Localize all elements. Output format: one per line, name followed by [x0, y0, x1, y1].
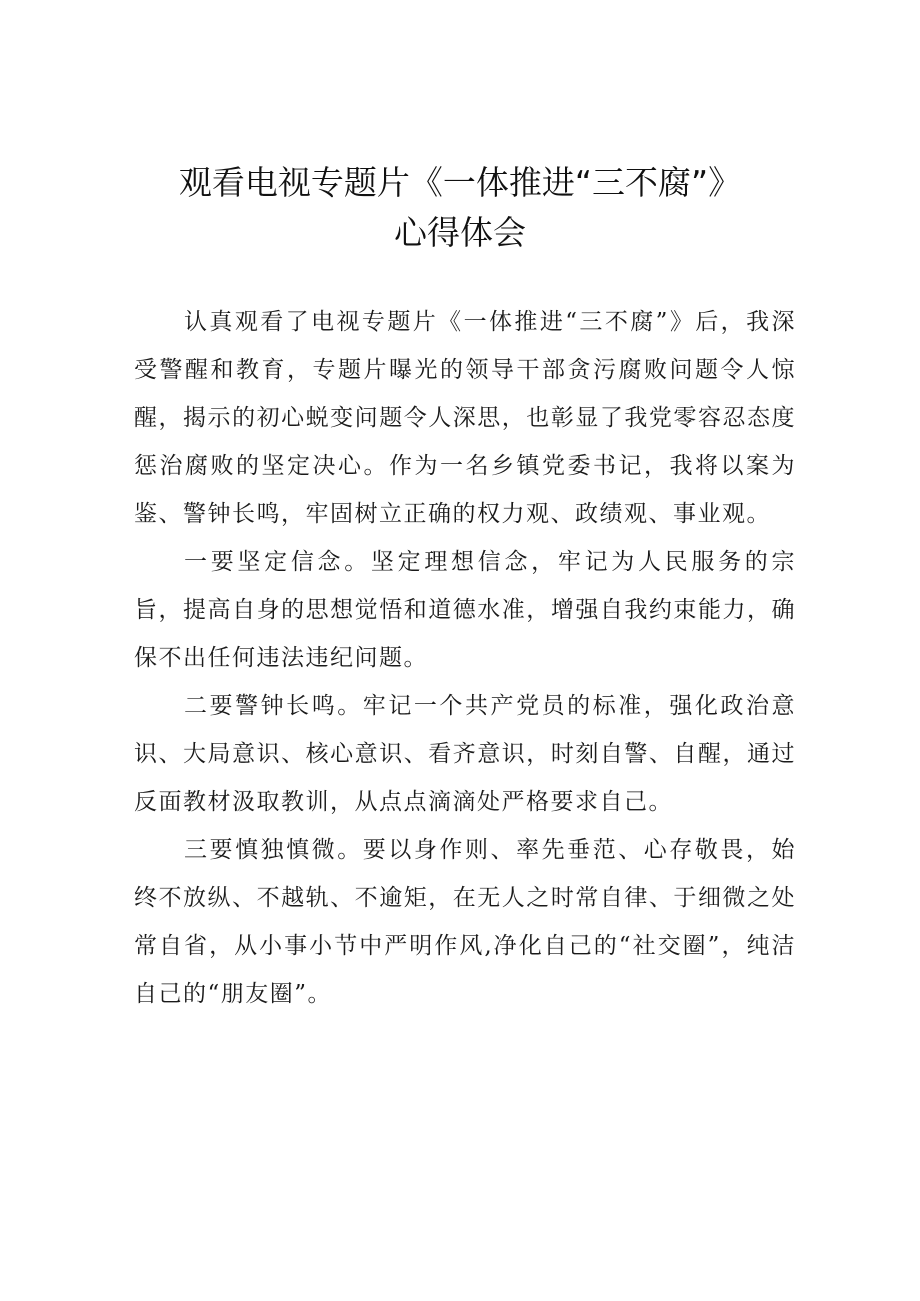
paragraph-point-3: 三要慎独慎微。要以身作则、率先垂范、心存敬畏，始终不放纵、不越轨、不逾矩，在无人之时常自律、于细微之处常自省，从小事小节中严明作风,净化自己的“社交圈”，纯洁自己的“朋友圈”。 — [134, 837, 796, 1007]
document-title-line-2: 心得体会 — [394, 213, 526, 252]
document-title-line-1: 观看电视专题片《一体推进“三不腐”》 — [178, 163, 742, 202]
document-body — [134, 298, 796, 1018]
paragraph-point-2: 二要警钟长鸣。牢记一个共产党员的标准，强化政治意识、大局意识、核心意识、看齐意识，时刻自警、自醒，通过反面教材汲取教训，从点点滴滴处严格要求自己。 — [134, 693, 796, 815]
paragraph-point-1: 一要坚定信念。坚定理想信念，牢记为人民服务的宗旨，提高自身的思想觉悟和道德水准，增强自我约束能力，确保不出任何违法违纪问题。 — [134, 549, 796, 671]
paragraph-intro: 认真观看了电视专题片《一体推进“三不腐”》后，我深受警醒和教育，专题片曝光的领导干部贪污腐败问题令人惊醒，揭示的初心蜕变问题令人深思，也彰显了我党零容忍态度惩治腐败的坚定决心。作为一名乡镇党委书记，我将以案为鉴、警钟长鸣，牢固树立正确的权力观、政绩观、事业观。 — [134, 309, 796, 527]
